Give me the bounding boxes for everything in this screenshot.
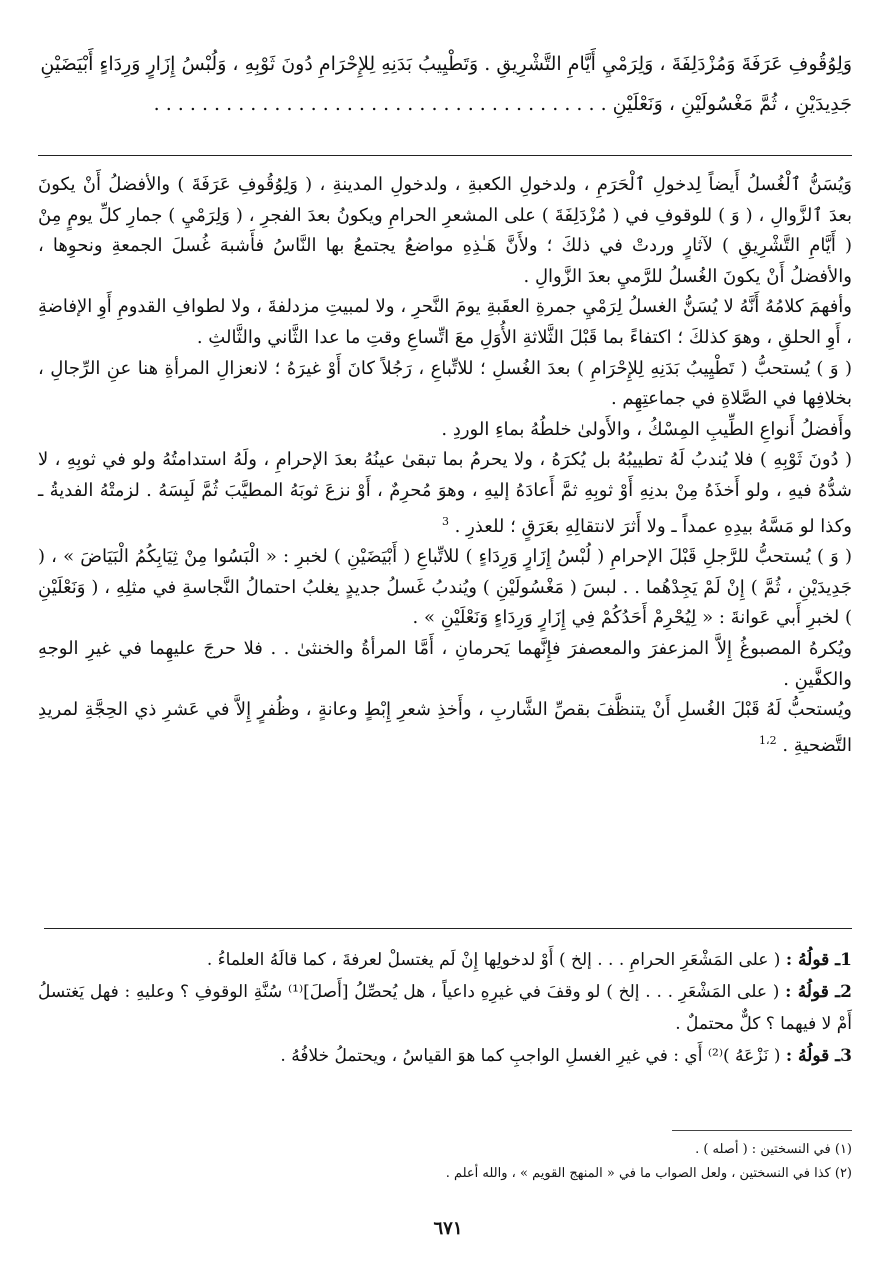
- commentary-paragraph-text: ( دُونَ ثَوْبِهِ ) فلا يُندبُ لَهُ تطييبُهُ بل يُكرَهُ ، ولا يحرمُ بما تبقىٰ عينُهُ بعدَ الإحرامِ ، ولَهُ استدامتُهُ ولو في ثوبِهِ ، لا شدُّهُ فيهِ ، ولو أَخذَهُ مِنْ بدنِهِ أَوْ ثوبِهِ ثمَّ أَعادَهُ إليهِ ، وهوَ مُحرِمٌ ، أَوْ نزعَ ثوبَهُ المطيَّبَ ثُمَّ لَبِسَهُ . لزمتْهُ الفديةُ ـ وكذا لو مَسَّهُ بيدِهِ عمداً ـ ولا أَثرَ لانتقالِهِ بعَرَقٍ ؛ للعذرِ .: [38, 449, 852, 537]
- top-divider: [38, 155, 852, 156]
- footnote-item: (٢) كذا في النسختين ، ولعل الصواب ما في « المنهج القويم » ، والله أعلم .: [445, 1166, 852, 1181]
- commentary-paragraph-text: ويُستحبُّ لَهُ قَبْلَ الغُسلِ أَنْ يتنظَّفَ بقصِّ الشَّاربِ ، وأَخذِ شعرِ إِبْطٍ وعانةٍ ، وظُفرٍ إِلاَّ في عَشرِ ذي الحِجَّةِ لمريدِ التَّضحيةِ .: [38, 699, 852, 756]
- commentary-paragraph: وَيُسَنُّ ٱلْغُسلُ أَيضاً لِدخولِ ٱلْحَرَمِ ، ولدخولِ الكعبةِ ، ولدخولِ المدينةِ ، ( وَلِوُقُوفِ عَرَفَةَ ) والأفضلُ أَنْ يكونَ بعدَ ٱلزَّوالِ ، ( وَ ) للوقوفِ في ( مُزْدَلِفَةَ ) على المشعرِ الحرامِ ويكونُ بعدَ الفجرِ ، ( وَلِرَمْيِ ) جمارِ كلِّ يومٍ مِنْ ( أَيَّامِ التَّشْرِيقِ ) لآثارٍ وردتْ في ذلكَ ؛ ولأَنَّ هَـٰذِهِ مواضعُ يجتمعُ بها النَّاسُ فأَشبهَ غُسلَ الجمعةِ ونحوِها ، والأفضلُ أَنْ يكونَ الغُسلُ للرَّميِ بعدَ الزَّوالِ .: [38, 174, 852, 287]
- notes-divider: [44, 928, 852, 929]
- note-reference: 1،2: [759, 733, 777, 747]
- footnote-divider: [672, 1130, 852, 1131]
- note-item: [38, 944, 852, 976]
- note-label: 2ـ قولُهُ :: [785, 982, 853, 1002]
- leader-dots: . . . . . . . . . . . . . . . . . . . . . . . . . . . . . . . . . . . . .: [153, 93, 595, 115]
- note-item: [38, 976, 852, 1040]
- commentary-paragraph: [38, 695, 852, 761]
- note-label: 1ـ قولُهُ :: [785, 950, 852, 970]
- commentary-paragraph: وأفهمَ كلامُهُ أَنَّهُ لا يُسَنُّ الغسلُ لِرَمْيِ جمرةِ العقَبةِ يومَ النَّحرِ ، ولا لمبيتِ مزدلفةَ ، ولا لطوافِ القدومِ أَوِ الإفاضةِ ، أَوِ الحلقِ ، وهوَ كذلكَ ؛ اكتفاءً بما قَبْلَ الثَّلاثةِ الأُوَلِ معَ اتِّساعِ وقتِ ما عدا الثَّاني والثَّالثِ .: [38, 296, 852, 348]
- commentary-paragraph: وأَفضلُ أَنواعِ الطِّيبِ المِسْكُ ، والأَولىٰ خلطُهُ بماءِ الوردِ .: [441, 418, 852, 440]
- commentary-paragraph: ( وَ ) يُستحبُّ ( تَطْيِيبُ بَدَنِهِ لِلإِحْرَامِ ) بعدَ الغُسلِ ؛ للاتِّباعِ ، رَجُلاً كانَ أَوْ غيرَهُ ؛ لانعزالِ المرأةِ هنا عنِ الرِّجالِ ، بخلافِها في الصَّلاةِ في جماعتِهِم .: [38, 357, 852, 410]
- note-label: 3ـ قولُهُ :: [785, 1046, 852, 1066]
- note-text: ( على المَشْعَرِ . . . إلخ ) لو وقفَ في غيرِهِ داعياً ، هل يُحصِّلُ [أَصلَ]⁽¹⁾ سُنَّةِ الوقوفِ ؟ وعليهِ : فهل يَغتسلُ أَمْ لا فيهما ؟ كلٌّ محتملٌ .: [38, 982, 852, 1034]
- note-text: ( نَزْعَهُ )⁽²⁾ أَي : في غيرِ الغسلِ الواجبِ كما هوَ القياسُ ، ويحتملُ خلافُهُ .: [280, 1046, 781, 1066]
- commentary-paragraph: [38, 445, 852, 542]
- main-text: [38, 44, 852, 124]
- marginal-notes: [38, 944, 852, 1072]
- footnotes: [38, 1138, 852, 1186]
- main-text-line-2: [38, 84, 852, 124]
- footnote-item: (١) في النسختين : ( أصله ) .: [695, 1142, 852, 1157]
- note-reference: 3: [441, 514, 449, 528]
- commentary-paragraph: ويُكرهُ المصبوغُ إِلاَّ المزعفرَ والمعصفرَ فإِنَّهما يَحرمانِ ، أَمَّا المرأةُ والخنثىٰ . . فلا حرجَ عليهِما في غيرِ الوجهِ والكفَّينِ .: [38, 637, 852, 690]
- note-text: ( على المَشْعَرِ الحرامِ . . . إلخ ) أَوْ لدخولِها إِنْ لَم يغتسلْ لعرفةَ ، كما قالَهُ العلماءُ .: [206, 950, 781, 970]
- commentary-paragraph: ( وَ ) يُستحبُّ للرَّجلِ قَبْلَ الإحرامِ ( لُبْسُ إِزَارٍ وَرِدَاءٍ ) للاتِّباعِ ( أَبْيَضَيْنِ ) لخبرِ : « الْبَسُوا مِنْ ثِيَابِكُمُ الْبَيَاضَ » ، ( جَدِيدَيْنِ ، ثُمَّ ) إِنْ لَمْ يَجِدْهُما . . لبسَ ( مَغْسُولَيْنِ ) ويُندبُ غَسلُ جديدٍ يغلبُ احتمالُ النَّجاسةِ في مثلِهِ ، ( وَنَعْلَيْنِ ) لخبرِ أَبي عَوانةَ : « لِيُحْرِمْ أَحَدُكُمْ فِي إِزَارٍ وَرِدَاءٍ وَنَعْلَيْنِ » .: [38, 546, 852, 629]
- main-text-line-2-text: جَدِيدَيْنِ ، ثُمَّ مَغْسُولَيْنِ ، وَنَعْلَيْنِ .: [600, 93, 852, 115]
- main-text-line-1: وَلِوُقُوفِ عَرَفَةَ وَمُزْدَلِفَةَ ، وَلِرَمْيِ أَيَّامِ التَّشْرِيقِ . وَتَطْيِيبُ بَدَنِهِ لِلإِحْرَامِ دُونَ ثَوْبِهِ ، وَلُبْسُ إِزَارٍ وَرِدَاءٍ أَبْيَضَيْنِ: [40, 53, 852, 75]
- commentary: [38, 170, 852, 761]
- note-item: [38, 1040, 852, 1072]
- page-number: ٦٧١: [433, 1218, 463, 1239]
